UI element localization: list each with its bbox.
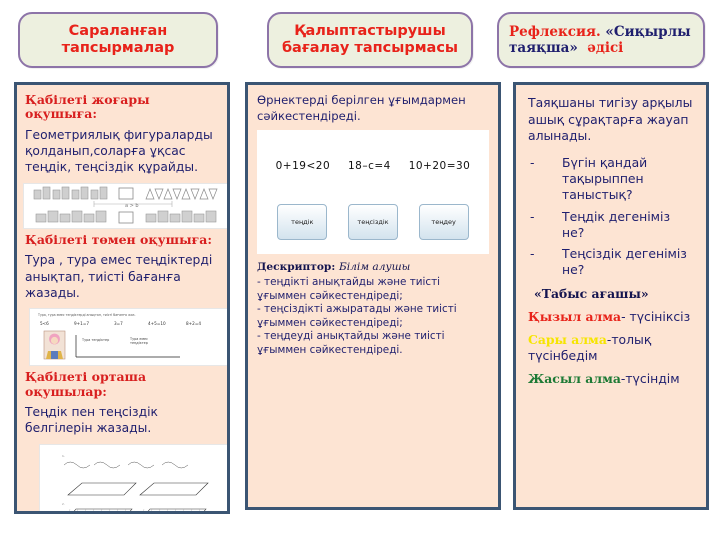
heading-high-ability: Қабілеті жоғары оқушыға: [25,92,150,122]
apple-label-red: Қызыл алма [528,309,622,325]
concept-button-inequality[interactable]: теңсіздік [348,204,398,240]
text-mid-ability: Теңдік пен теңсіздік белгілерін жазады. [25,404,158,436]
true-false-equalities-table-worksheet-image [29,308,230,366]
reflection-question-list [528,155,696,278]
descriptor-label: Дескриптор: [257,261,336,274]
panel-left-content [17,85,227,514]
svg-text:2.: 2. [62,501,65,506]
panel-middle-content [248,85,498,357]
descriptor-item-4: ұғыммен сәйкестендіреді; [257,316,403,329]
concept-button-equation[interactable]: теңдеу [419,204,469,240]
apple-item-red [528,309,696,325]
text-assessment-intro: Өрнектерді берілген ұғымдармен сәйкестендіреді. [257,93,466,123]
header-pill-left-label: Сараланған тапсырмалар [61,22,175,56]
descriptor-item-3: - теңсіздікті ажыратады және тиісті [257,303,457,316]
svg-text:9+1=7: 9+1=7 [74,321,90,327]
header-pill-middle-label: Қалыптастырушы бағалау тапсырмасы [281,22,459,56]
svg-text:1.: 1. [62,453,65,458]
expression-row [257,160,489,172]
descriptor-item-6: ұғыммен сәйкестендіреді. [257,343,403,356]
heading-mid-ability: Қабілеті орташа оқушылар: [25,369,147,399]
concept-button-equality[interactable]: теңдік [277,204,327,240]
reflection-word-magic: «Сиқырлы [605,23,691,40]
descriptor-item-2: ұғыммен сәйкестендіреді; [257,289,403,302]
reflection-word-stick: таяқша» [509,40,578,56]
header-pill-right-label [509,24,691,56]
expression-1: 0+19<20 [275,160,331,173]
apple-desc-yellow: -толық түсінбедім [528,332,652,364]
apple-item-green [528,371,696,387]
apple-desc-red: - түсініксіз [621,309,691,325]
descriptor-heading [257,261,489,273]
svg-text:a > b: a > b [125,202,139,209]
reflection-line-2 [509,40,691,56]
apple-label-yellow: Сары алма [528,332,607,348]
reflection-question-3: - Теңсіздік дегеніміз не? [528,246,696,278]
expression-2: 18–c=4 [347,160,391,173]
header-pill-differentiated-tasks [18,12,218,68]
svg-text:Тура теңдіктер: Тура теңдіктер [82,338,110,343]
text-high-ability: Геометриялық фигураларды қолданып,соларға ұқсас теңдік, теңсіздік құрайды. [25,127,213,175]
text-reflection-intro: Таяқшаны тигізу арқылы ашық сұрақтарға жауап алынады. [528,95,693,144]
concept-button-row [257,204,489,240]
success-tree-title: «Табыс ағашы» [534,286,649,302]
descriptor-item-5: - теңдеуді анықтайды және тиісті [257,330,445,343]
reflection-word-reflexiya: Рефлексия. [509,23,601,40]
panel-formative-assessment [245,82,501,510]
svg-text:Тура, тура емес теңдіктерді ан: Тура, тура емес теңдіктерді анықтап, тиісті бағанға жаз. [38,313,136,318]
reflection-question-2: - Теңдік дегеніміз не? [528,209,696,241]
expression-3: 10+20=30 [408,160,471,173]
apple-item-yellow [528,332,696,364]
shapes-comparison-worksheet-image [23,183,230,229]
header-pill-formative-assessment [267,12,473,68]
reflection-question-1: - Бүгін қандай тақырыппен таныстық? [528,155,696,203]
descriptor-sublabel: Білім алушы [338,261,411,274]
reflection-line-1 [509,24,691,40]
panel-right-content [516,85,706,388]
svg-text:Тура емес: Тура емес [130,337,148,342]
panel-reflection [513,82,709,510]
svg-text:теңдіктер: теңдіктер [130,341,148,346]
svg-text:3=7: 3=7 [114,321,123,327]
apple-desc-green: -түсіндім [620,371,680,387]
svg-text:4+5=10: 4+5=10 [148,321,166,327]
descriptor-item-1: - теңдікті анықтайды және тиісті [257,276,441,289]
heading-low-ability: Қабілеті төмен оқушыға: [25,231,213,247]
apple-label-green: Жасыл алма [528,371,621,387]
panel-differentiated-tasks [14,82,230,514]
svg-text:5<6: 5<6 [40,321,49,327]
text-low-ability: Тура , тура емес теңдіктерді анықтап, тиісті бағанға жазады. [25,253,213,300]
svg-text:8+2=4: 8+2=4 [186,321,202,327]
geometry-figures-worksheet-image [39,444,230,514]
matching-task-card [257,130,489,254]
reflection-word-method: әдісі [587,40,624,56]
header-pill-reflection [497,12,705,68]
